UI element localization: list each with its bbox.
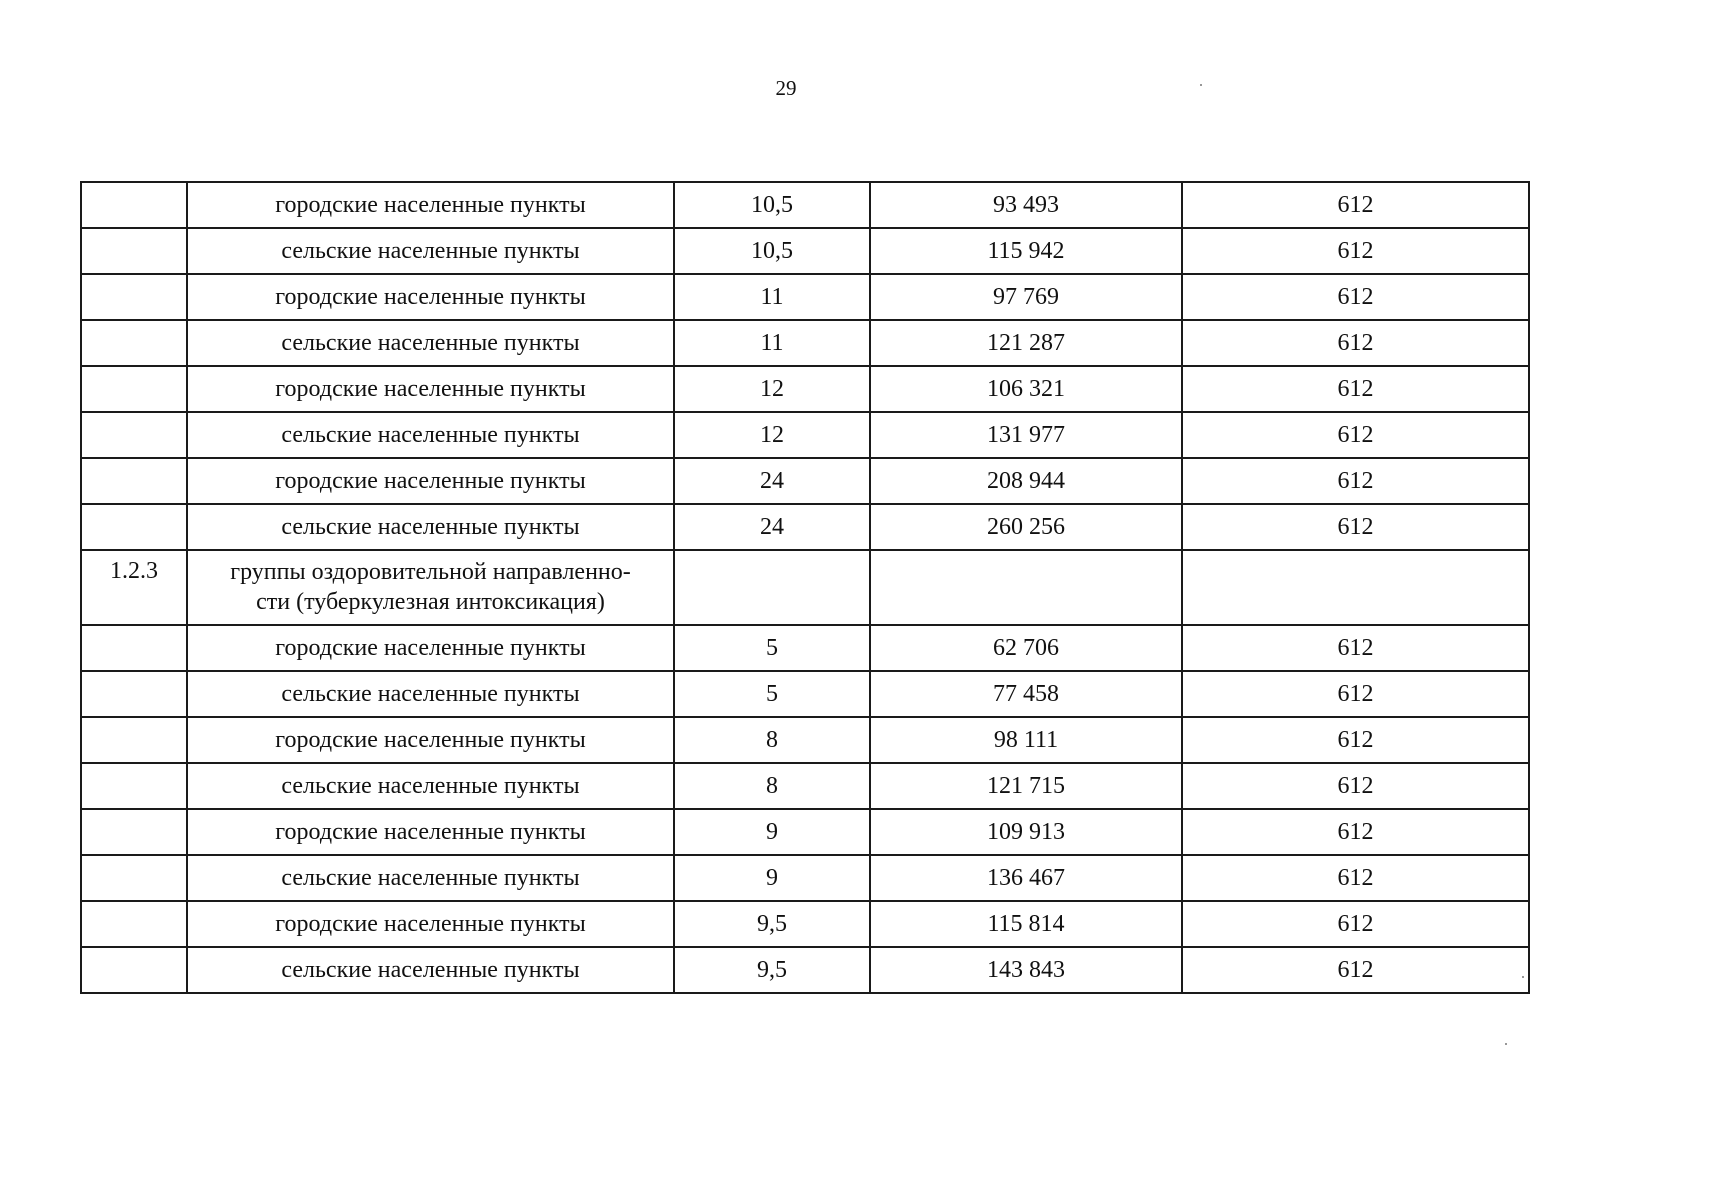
value-b-cell: 143 843	[870, 947, 1182, 993]
scan-speck	[1522, 976, 1524, 978]
row-number-cell	[81, 458, 187, 504]
row-number-cell	[81, 671, 187, 717]
table-row	[81, 228, 1529, 274]
value-a-cell: 24	[674, 458, 870, 504]
settlement-type-cell: городские населенные пункты	[187, 182, 674, 228]
table-row	[81, 763, 1529, 809]
value-a-cell: 9	[674, 855, 870, 901]
table-row	[81, 458, 1529, 504]
value-a-cell: 9	[674, 809, 870, 855]
scan-speck	[1505, 1043, 1507, 1045]
table-row	[81, 809, 1529, 855]
empty-cell	[1182, 550, 1529, 625]
row-number-cell	[81, 228, 187, 274]
table-row	[81, 320, 1529, 366]
settlement-type-cell: городские населенные пункты	[187, 458, 674, 504]
value-b-cell: 77 458	[870, 671, 1182, 717]
settlement-type-cell: городские населенные пункты	[187, 274, 674, 320]
scan-speck	[1200, 84, 1202, 86]
table-row	[81, 901, 1529, 947]
row-number-cell	[81, 901, 187, 947]
value-a-cell: 5	[674, 625, 870, 671]
value-b-cell: 121 287	[870, 320, 1182, 366]
value-b-cell: 93 493	[870, 182, 1182, 228]
value-a-cell: 12	[674, 366, 870, 412]
value-b-cell: 98 111	[870, 717, 1182, 763]
table-row	[81, 625, 1529, 671]
section-header-row	[81, 550, 1529, 625]
row-number-cell	[81, 366, 187, 412]
value-a-cell: 8	[674, 763, 870, 809]
settlement-type-cell: городские населенные пункты	[187, 625, 674, 671]
value-c-cell: 612	[1182, 504, 1529, 550]
settlement-type-cell: сельские населенные пункты	[187, 763, 674, 809]
page-number: 29	[775, 76, 797, 100]
value-a-cell: 11	[674, 320, 870, 366]
row-number-cell	[81, 809, 187, 855]
value-b-cell: 131 977	[870, 412, 1182, 458]
settlement-type-cell: сельские населенные пункты	[187, 504, 674, 550]
settlement-type-cell: сельские населенные пункты	[187, 228, 674, 274]
settlement-type-cell: городские населенные пункты	[187, 717, 674, 763]
table-row	[81, 947, 1529, 993]
row-number-cell	[81, 717, 187, 763]
section-title-cell	[187, 550, 674, 625]
value-b-cell: 109 913	[870, 809, 1182, 855]
table-row	[81, 855, 1529, 901]
value-c-cell: 612	[1182, 412, 1529, 458]
value-c-cell: 612	[1182, 763, 1529, 809]
table-row	[81, 671, 1529, 717]
value-c-cell: 612	[1182, 901, 1529, 947]
table-row	[81, 366, 1529, 412]
settlement-type-cell: городские населенные пункты	[187, 901, 674, 947]
empty-cell	[870, 550, 1182, 625]
table-row	[81, 182, 1529, 228]
settlement-type-cell: сельские населенные пункты	[187, 671, 674, 717]
table-row	[81, 504, 1529, 550]
row-number-cell	[81, 412, 187, 458]
tariff-table	[80, 181, 1530, 994]
value-c-cell: 612	[1182, 320, 1529, 366]
row-number-cell	[81, 625, 187, 671]
empty-cell	[674, 550, 870, 625]
value-c-cell: 612	[1182, 228, 1529, 274]
value-a-cell: 5	[674, 671, 870, 717]
section-title-line-2: сти (туберкулезная интоксикация)	[256, 589, 605, 615]
value-c-cell: 612	[1182, 947, 1529, 993]
value-c-cell: 612	[1182, 809, 1529, 855]
settlement-type-cell: городские населенные пункты	[187, 809, 674, 855]
value-b-cell: 62 706	[870, 625, 1182, 671]
value-b-cell: 106 321	[870, 366, 1182, 412]
section-title-line-1: группы оздоровительной направленно-	[230, 559, 631, 585]
value-b-cell: 208 944	[870, 458, 1182, 504]
value-c-cell: 612	[1182, 855, 1529, 901]
value-b-cell: 121 715	[870, 763, 1182, 809]
table-row	[81, 274, 1529, 320]
settlement-type-cell: сельские населенные пункты	[187, 320, 674, 366]
row-number-cell	[81, 504, 187, 550]
row-number-cell	[81, 182, 187, 228]
value-a-cell: 10,5	[674, 182, 870, 228]
row-number-cell	[81, 320, 187, 366]
value-b-cell: 115 942	[870, 228, 1182, 274]
value-b-cell: 97 769	[870, 274, 1182, 320]
value-a-cell: 8	[674, 717, 870, 763]
value-c-cell: 612	[1182, 717, 1529, 763]
value-c-cell: 612	[1182, 182, 1529, 228]
value-a-cell: 10,5	[674, 228, 870, 274]
value-b-cell: 260 256	[870, 504, 1182, 550]
section-number-cell: 1.2.3	[81, 550, 187, 625]
value-c-cell: 612	[1182, 274, 1529, 320]
value-a-cell: 11	[674, 274, 870, 320]
value-c-cell: 612	[1182, 366, 1529, 412]
value-a-cell: 9,5	[674, 901, 870, 947]
value-c-cell: 612	[1182, 671, 1529, 717]
row-number-cell	[81, 855, 187, 901]
value-a-cell: 24	[674, 504, 870, 550]
settlement-type-cell: сельские населенные пункты	[187, 947, 674, 993]
row-number-cell	[81, 947, 187, 993]
settlement-type-cell: сельские населенные пункты	[187, 412, 674, 458]
value-a-cell: 9,5	[674, 947, 870, 993]
value-a-cell: 12	[674, 412, 870, 458]
value-b-cell: 136 467	[870, 855, 1182, 901]
settlement-type-cell: городские населенные пункты	[187, 366, 674, 412]
table-row	[81, 412, 1529, 458]
row-number-cell	[81, 763, 187, 809]
value-c-cell: 612	[1182, 625, 1529, 671]
row-number-cell	[81, 274, 187, 320]
value-c-cell: 612	[1182, 458, 1529, 504]
table-row	[81, 717, 1529, 763]
settlement-type-cell: сельские населенные пункты	[187, 855, 674, 901]
value-b-cell: 115 814	[870, 901, 1182, 947]
